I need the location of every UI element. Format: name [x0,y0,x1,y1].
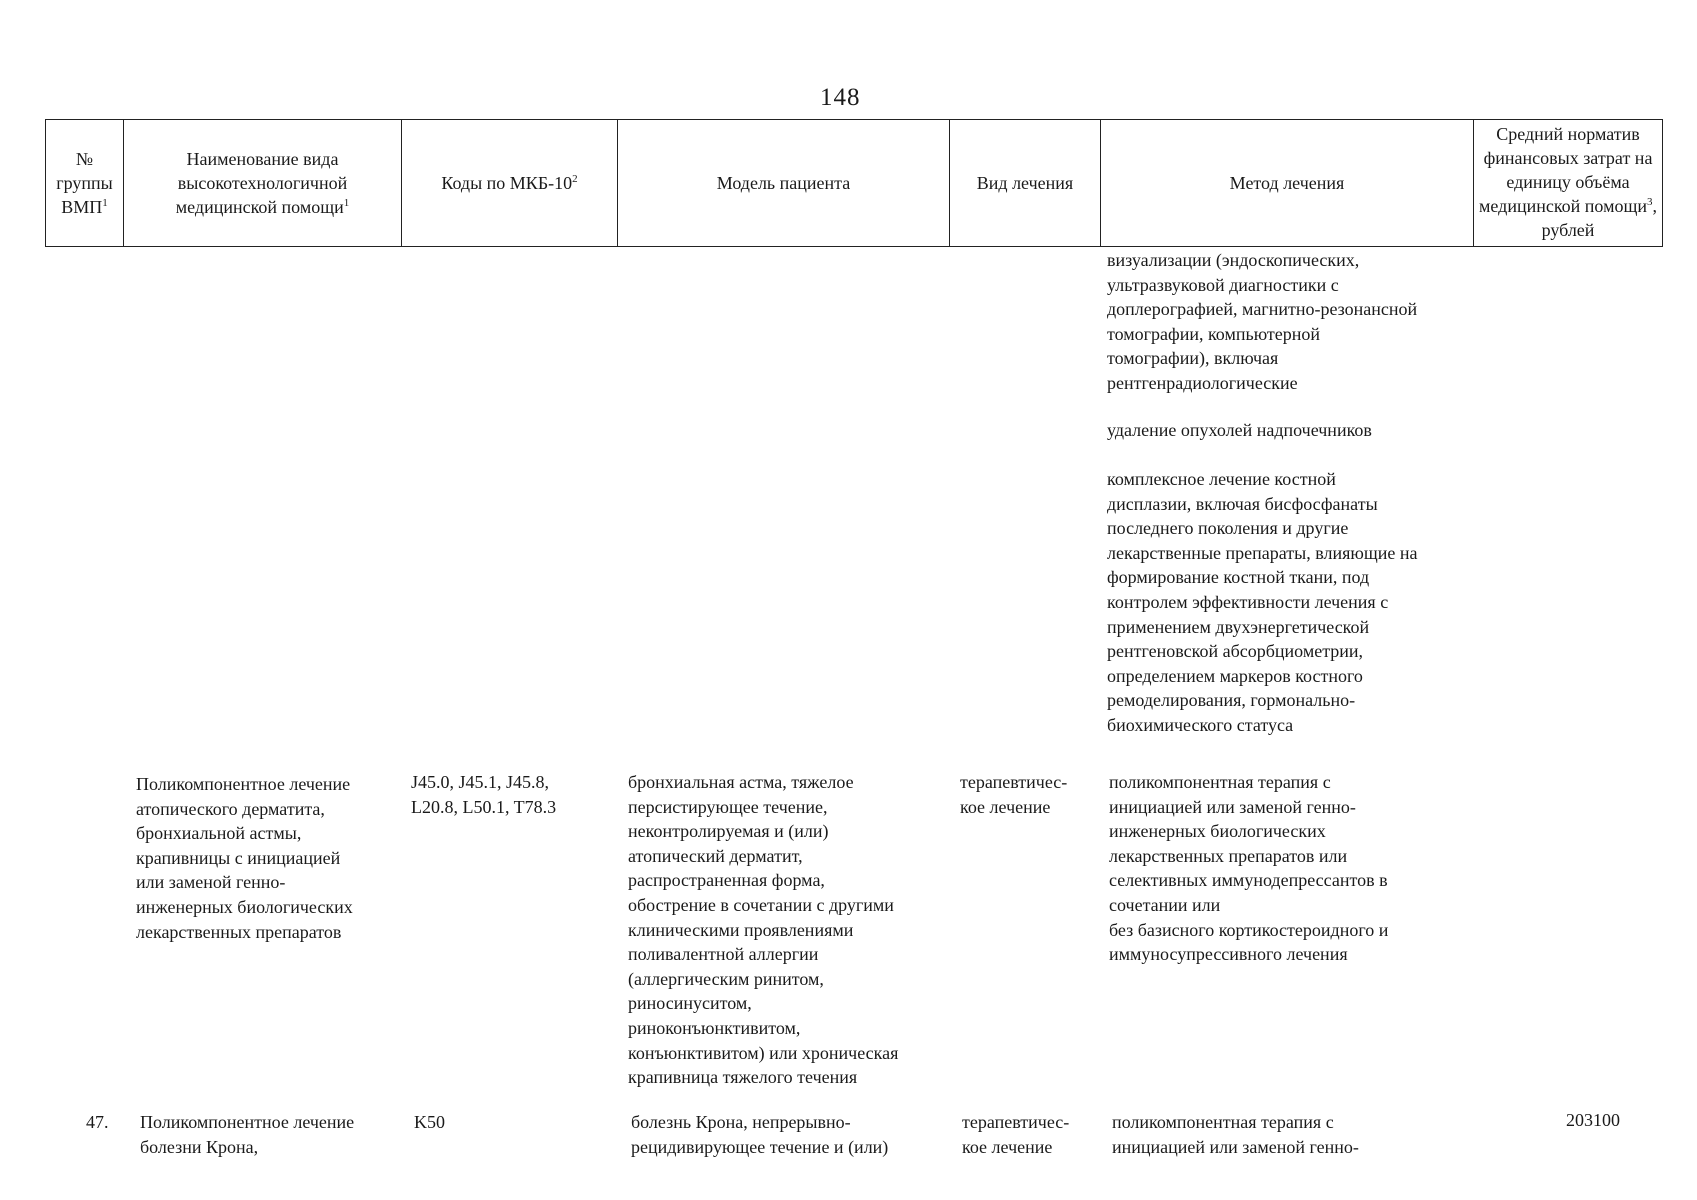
row-47-group-number: 47. [86,1112,109,1132]
allergy-care-name: Поликомпонентное лечение атопического дерматита, бронхиальной астмы, крапивницы с инициацией или заменой генно- инженерных биологических лекарственных препаратов [136,774,353,942]
allergy-treatment-method: поликомпонентная терапия с инициацией или заменой генно- инженерных биологических лекарственных препаратов или селективных иммунодепрессантов в сочетании или без базисного кортикостероидного и иммуносупрессивного лечения [1109,772,1389,965]
page-number: 148 [820,84,861,111]
allergy-patient-model: бронхиальная астма, тяжелое персистирующее течение, неконтролируемая и (или) атопический дерматит, распространенная форма, обострение в сочетании с другими клиническими проявлениями поливалентной аллергии (аллергическим ринитом, риносинуситом, риноконъюнктивитом, конъюнктивитом) или хроническая крапивница тяжелого течения [628,772,899,1088]
continued-method-visualization: визуализации (эндоскопических, ультразвуковой диагностики с доплерографией, магнитно-резонансной томографии, компьютерной томографии), включая рентгенрадиологические [1107,250,1418,393]
header-average-cost: Средний норматив финансовых затрат на единицу объёма медицинской помощи$^3$, рублей [1474,120,1663,247]
continued-method-adrenal-tumor-removal: удаление опухолей надпочечников [1107,420,1372,440]
allergy-icd-codes: J45.0, J45.1, J45.8, L20.8, L50.1, T78.3 [411,772,557,817]
allergy-treatment-type: терапевтичес- кое лечение [960,772,1068,817]
row-47-care-name: Поликомпонентное лечение болезни Крона, [140,1112,355,1157]
header-care-name: Наименование вида высокотехнологичной медицинской помощи$^1$ [124,120,402,247]
header-patient-model: Модель пациента [618,120,950,247]
header-treatment-type: Вид лечения [950,120,1101,247]
table-header [45,119,1663,247]
row-47-patient-model: болезнь Крона, непрерывно- рецидивирующее течение и (или) [631,1112,889,1157]
row-47-treatment-method: поликомпонентная терапия с инициацией или заменой генно- [1112,1112,1359,1157]
row-47-icd-codes: K50 [414,1112,445,1132]
row-47-treatment-type: терапевтичес- кое лечение [962,1112,1070,1157]
header-treatment-method: Метод лечения [1101,120,1474,247]
header-group-number: № группы ВМП$^1$ [46,120,124,247]
continued-method-bone-dysplasia: комплексное лечение костной дисплазии, включая бисфосфанаты последнего поколения и другие лекарственные препараты, влияющие на формирование костной ткани, под контролем эффективности лечения с применением двухэнергетической рентгеновской абсорбциометрии, определением маркеров костного ремоделирования, гормонально- биохимического статуса [1107,469,1418,735]
header-icd-codes: Коды по МКБ-$10^2$ [402,120,618,247]
row-47-average-cost: 203100 [1566,1110,1620,1130]
